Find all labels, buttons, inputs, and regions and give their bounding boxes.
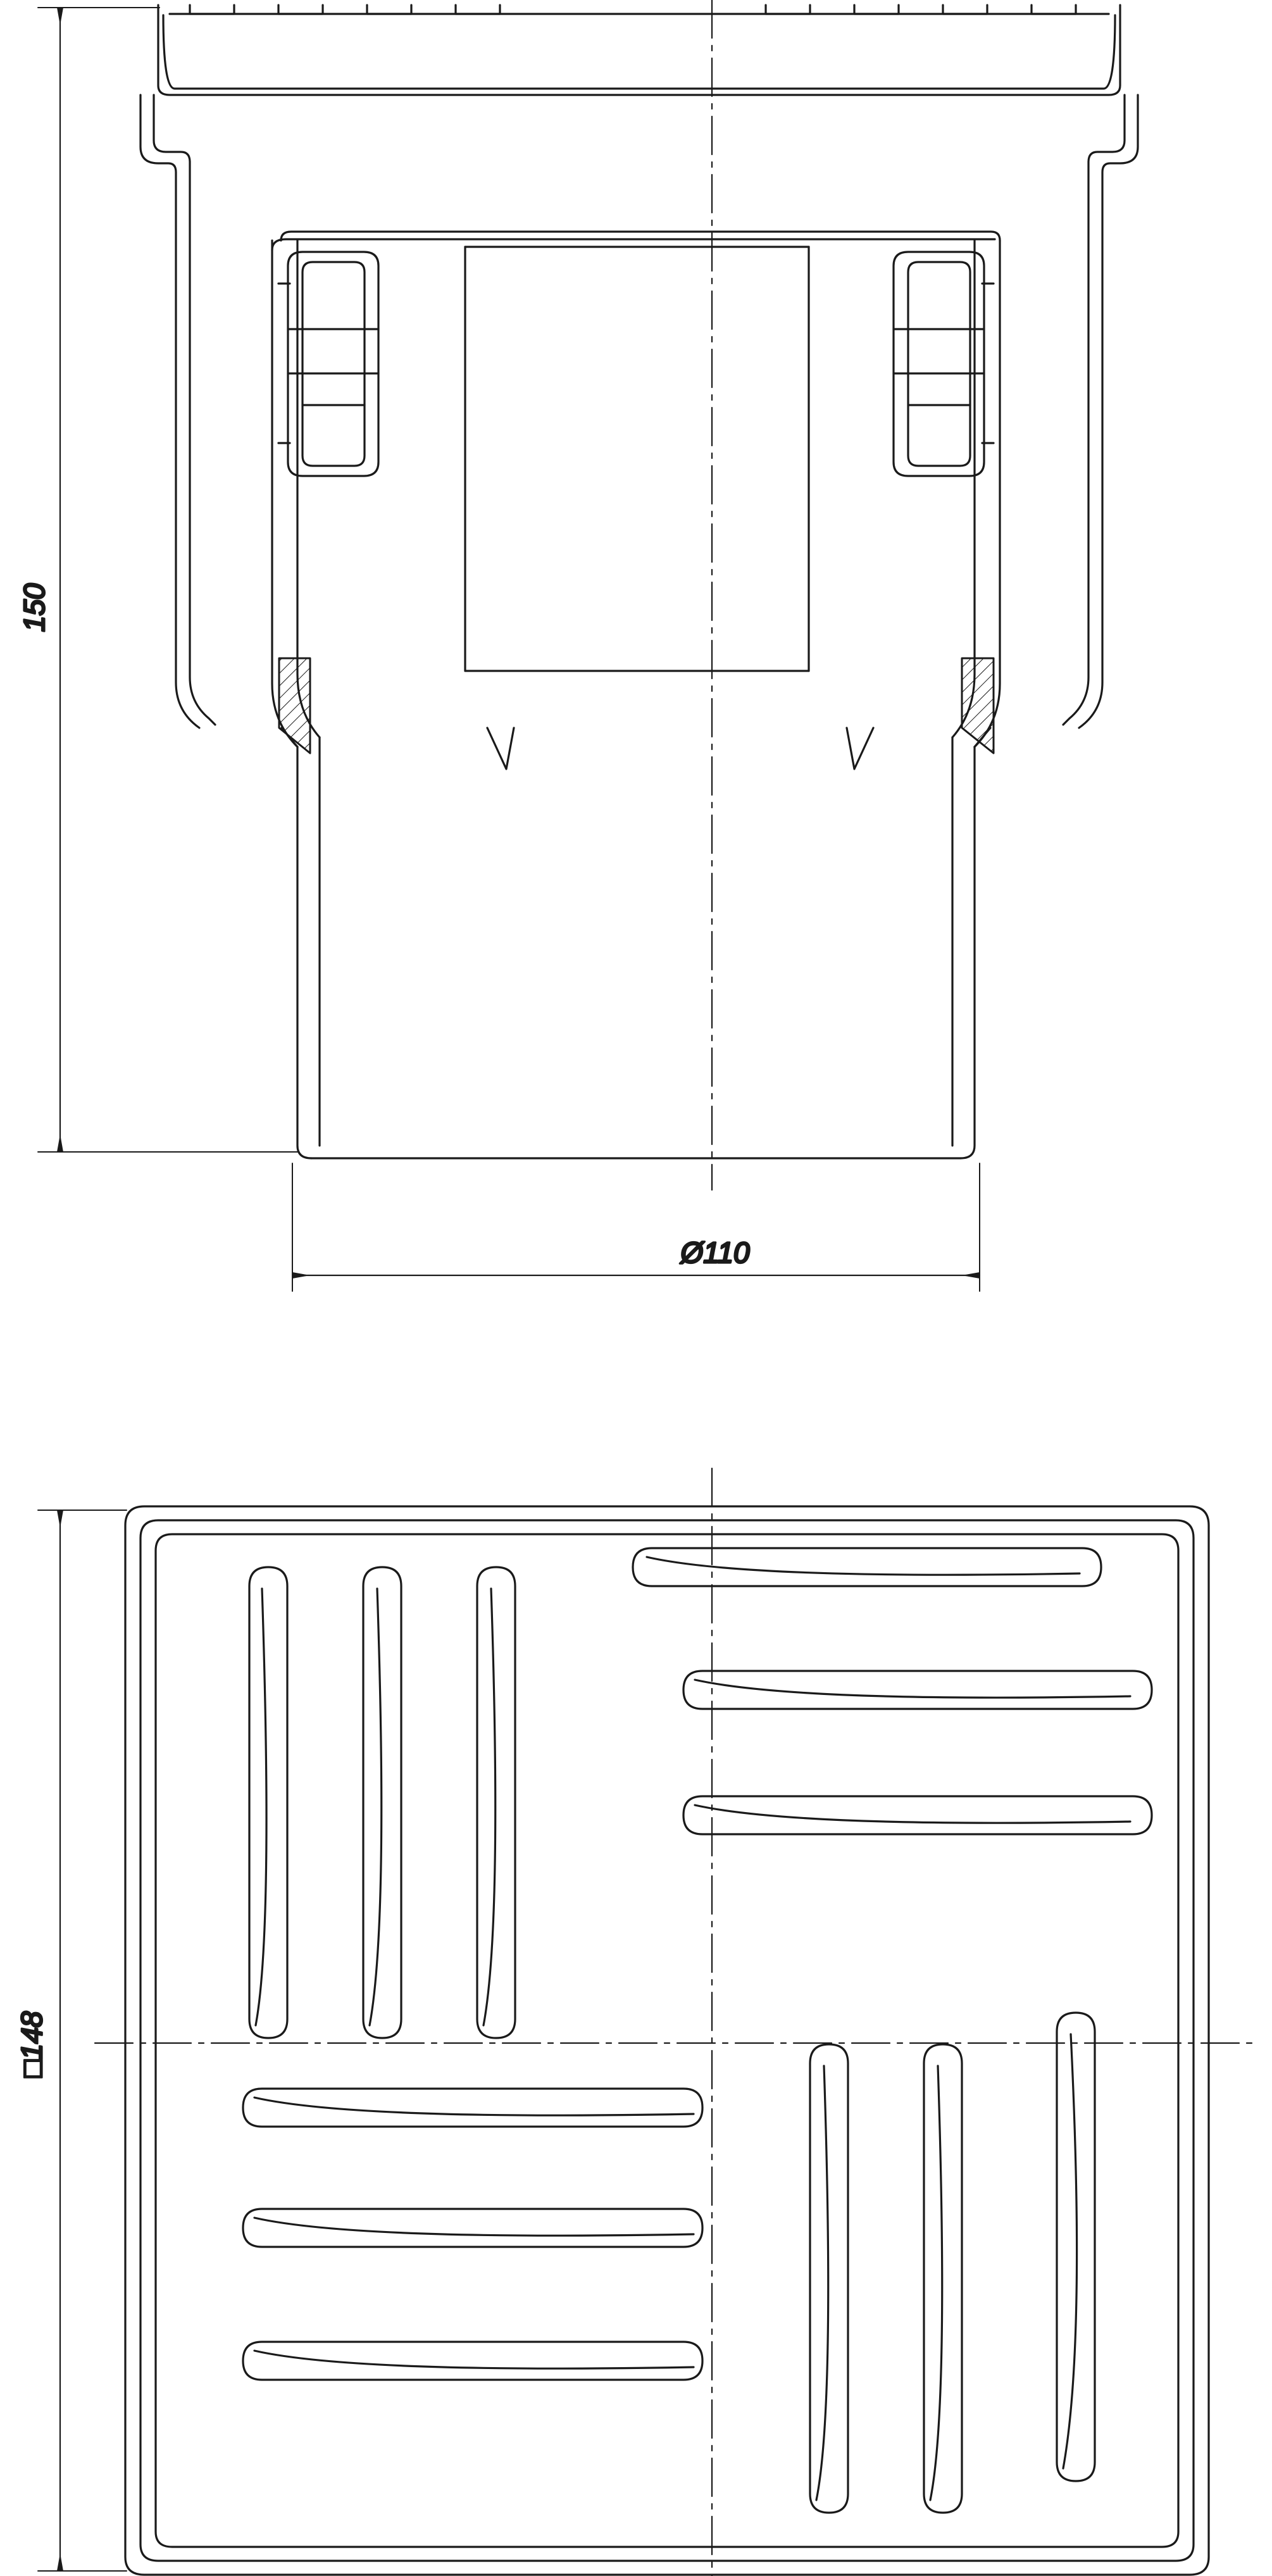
front-section-view bbox=[18, 0, 1138, 1291]
top-slot-group-upper-right bbox=[633, 1548, 1152, 1834]
dimension-label-outlet-diameter: Ø110 bbox=[680, 1236, 750, 1269]
top-plan-view bbox=[15, 1468, 1256, 2576]
front-trap-insert bbox=[272, 232, 1000, 747]
front-clip-right bbox=[894, 252, 984, 476]
front-grate-plate bbox=[158, 5, 1120, 95]
top-view-centerlines bbox=[95, 1468, 1256, 2576]
front-body-outline bbox=[140, 95, 1138, 728]
top-slot-group-lower-left bbox=[243, 2089, 702, 2380]
dimension-label-grate-square: □148 bbox=[15, 2011, 48, 2078]
front-clip-arms bbox=[278, 284, 994, 443]
section-hatch-walls bbox=[279, 658, 994, 753]
top-slot-group-lower-right bbox=[810, 2013, 1095, 2513]
front-internal-ribs bbox=[487, 728, 873, 769]
dimension-outlet-diameter bbox=[292, 1163, 980, 1291]
front-clip-left bbox=[288, 252, 378, 476]
top-slot-group-upper-left bbox=[249, 1567, 515, 2038]
dimension-label-height: 150 bbox=[18, 583, 51, 632]
dimension-height-150 bbox=[18, 8, 297, 1152]
front-outlet-pipe bbox=[282, 728, 990, 1158]
dimension-grate-square-148 bbox=[15, 1510, 127, 2571]
